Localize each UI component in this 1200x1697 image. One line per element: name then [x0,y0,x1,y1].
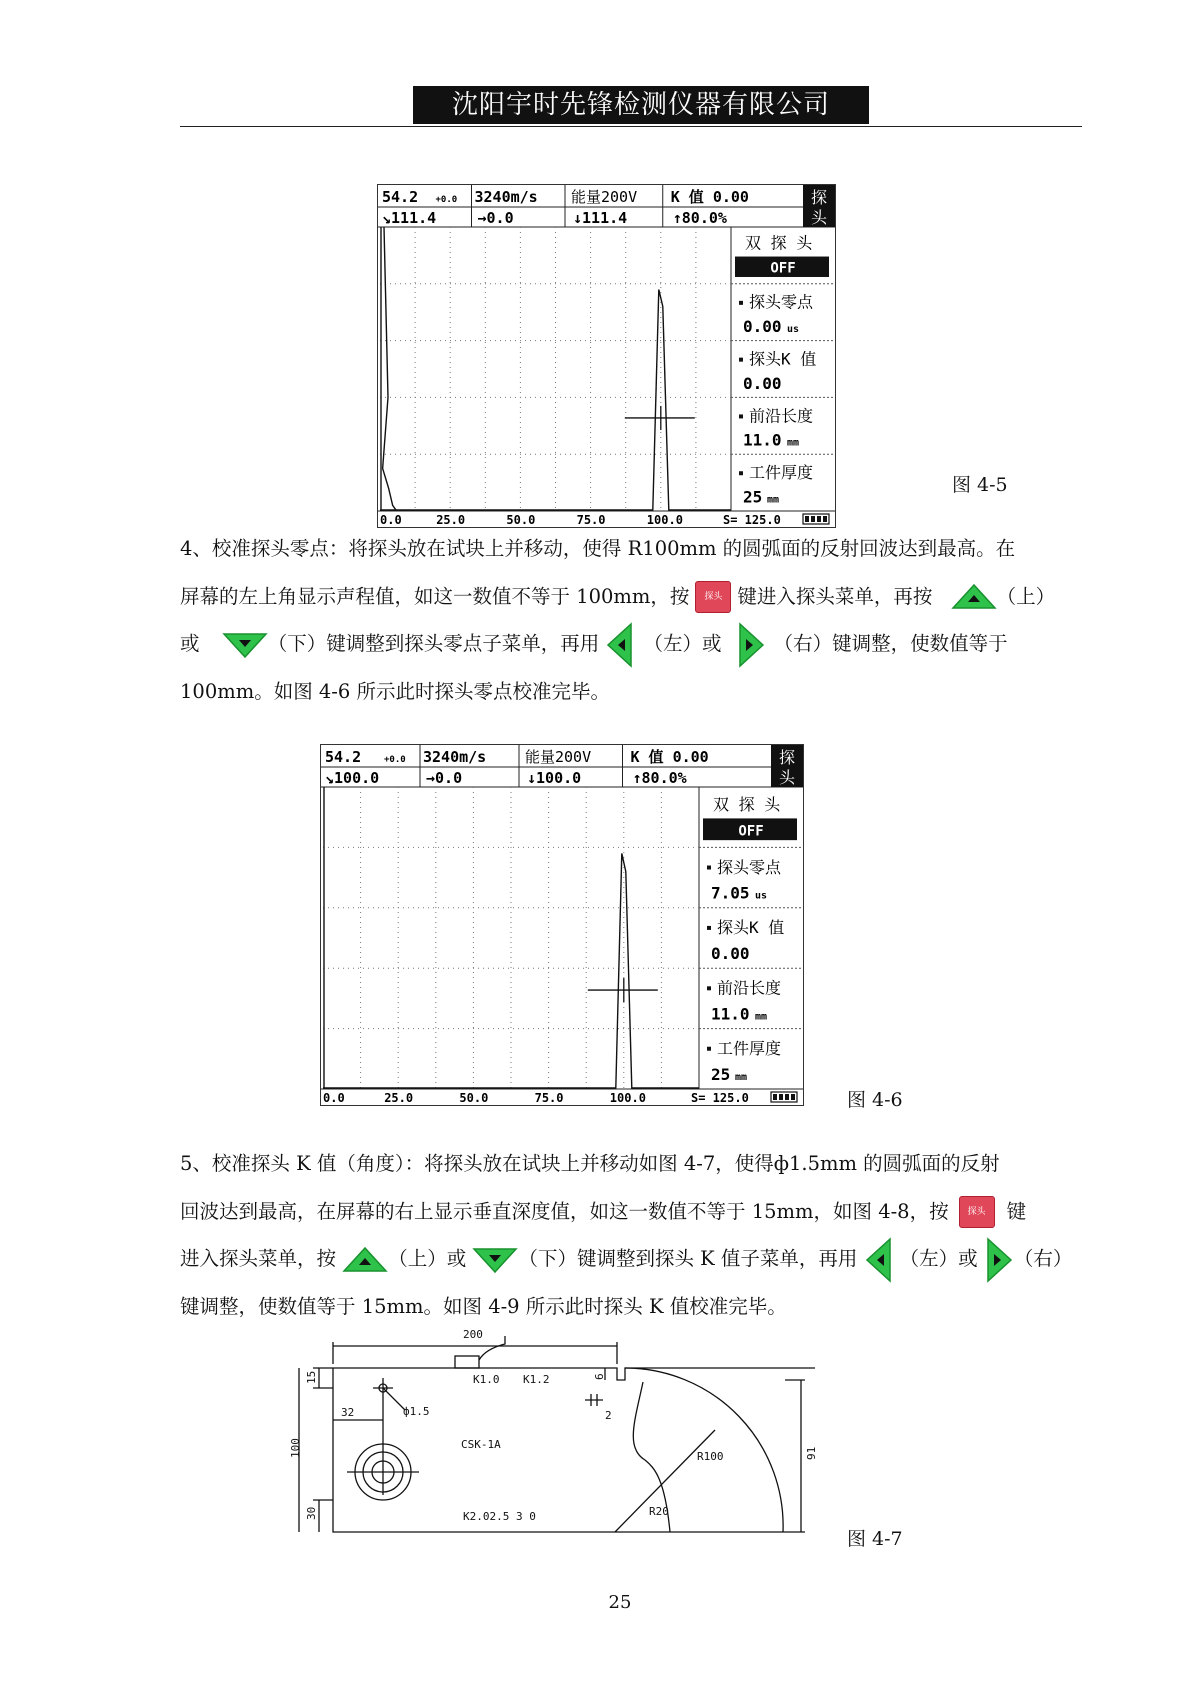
menu-item-label: 双 探 头 [713,794,781,814]
up-key-icon [951,582,997,612]
figure-4-6-caption: 图 4-6 [847,1089,903,1111]
menu-item-label: 前沿长度 [717,978,782,998]
velocity-value: 3240m/s [423,748,487,766]
menu-bullet-icon [707,986,711,990]
label-hole: ф1.5 [403,1405,430,1418]
label-block-name: CSK-1A [461,1438,501,1451]
para4-line3-b: （下）键调整到探头零点子菜单，再用 [267,632,600,655]
figure-4-7-drawing [285,1320,830,1550]
block-outline [333,1368,815,1380]
battery-bar [785,1094,789,1100]
para5-line3-e: （右） [1013,1247,1073,1270]
dim-200: 200 [463,1328,483,1341]
para4-line3-c: （左）或 [643,632,722,655]
dual-probe-value: OFF [738,823,764,840]
menu-item-value: 0.00 [743,373,782,393]
page-number: 25 [608,1592,632,1613]
right-key-icon [736,622,766,668]
menu-item-unit: mm [755,1011,768,1023]
k-value: K 值 0.00 [630,748,709,766]
x-tick-label: 100.0 [646,513,683,527]
range-offset: +0.0 [384,755,406,765]
company-banner: 沈阳宇时先锋检测仪器有限公司 [413,86,869,124]
para5-line1: 5、校准探头 K 值（角度）：将探头放在试块上并移动如图 4-7，使得ф1.5mm 的圆弧面的反射 [180,1152,1000,1175]
probe-key-icon: 探头 [695,581,731,613]
dual-probe-value: OFF [770,260,796,277]
left-key-icon [605,622,635,668]
range-value: 54.2 [325,748,362,766]
range-offset: +0.0 [435,195,458,205]
menu-item-unit: mm [735,1071,748,1083]
battery-bar [817,516,821,522]
velocity-value: 3240m/s [474,188,538,206]
battery-bar [773,1094,777,1100]
battery-bar [823,516,827,522]
para4-line2-a: 屏幕的左上角显示声程值，如这一数值不等于 100mm，按 [180,584,690,608]
energy-value: 能量200V [571,188,638,206]
figure-4-7-caption: 图 4-7 [847,1528,903,1550]
right-key-icon [984,1237,1014,1283]
menu-item-label: 探头K 值 [749,349,817,369]
scale-label: S= 125.0 [723,513,781,527]
figure-4-5-caption: 图 4-5 [952,474,1008,496]
menu-bullet-icon [739,414,743,418]
menu-item-value: 25 [711,1064,731,1084]
dim-15: 15 [305,1370,318,1384]
paragraph-step-4 [180,525,1090,715]
menu-bullet-icon [739,358,743,362]
battery-bar [805,516,809,522]
figure-4-5-screen [377,184,836,528]
left-key-icon [864,1237,894,1283]
menu-item-label: 双 探 头 [745,233,813,253]
menu-bullet-icon [707,866,711,870]
x-tick-label: 75.0 [534,1091,564,1105]
echo-waveform [380,227,731,511]
para4-line3-a: 或 [180,632,200,655]
para5-line3-a: 进入探头菜单，按 [180,1247,337,1270]
para4-line2-b: 键进入探头菜单，再按 [737,584,933,608]
menu-item-value: 11.0 [711,1004,750,1024]
depth-value: ↓111.4 [573,209,628,227]
para4-line2-c: （上） [996,584,1056,608]
menu-tag-2: 头 [778,768,796,787]
menu-tag-1: 探 [810,188,828,207]
sound-path-value: ↘111.4 [382,209,437,227]
menu-item-label: 探头零点 [717,857,782,877]
down-key-icon [222,630,268,660]
scale-label: S= 125.0 [691,1091,749,1105]
depth-value: ↓100.0 [527,769,582,787]
menu-item-value: 7.05 [711,883,750,903]
x-tick-label: 0.0 [380,513,402,527]
menu-bullet-icon [739,301,743,305]
para5-line2-b: 键 [1006,1199,1027,1223]
probe-key-icon: 探头 [959,1196,995,1228]
gain-value: ↑80.0% [632,769,687,787]
dim-30: 30 [305,1506,318,1520]
label-k10: K1.0 [473,1373,500,1386]
sound-path-value: ↘100.0 [325,769,380,787]
para4-line4: 100mm。如图 4-6 所示此时探头零点校准完毕。 [180,679,610,703]
para5-line2-a: 回波达到最高，在屏幕的右上显示垂直深度值，如这一数值不等于 15mm，如图 4-8，按 [180,1199,949,1223]
para4-line3-d: （右）键调整，使数值等于 [773,632,1008,655]
label-k12: K1.2 [523,1373,550,1386]
menu-item-unit: us [787,324,800,336]
x-tick-label: 50.0 [459,1091,489,1105]
label-r100: R100 [697,1450,724,1463]
menu-item-label: 工件厚度 [749,463,814,483]
dim-32: 32 [341,1406,355,1419]
x-tick-label: 75.0 [576,513,606,527]
x-tick-label: 50.0 [506,513,536,527]
scope-display [321,745,803,1105]
menu-item-value: 0.00 [711,944,750,964]
menu-bullet-icon [739,471,743,475]
menu-tag-2: 头 [810,208,828,227]
header-rule [180,126,1082,127]
probe-shape [455,1356,479,1368]
menu-item-unit: mm [767,494,780,506]
para5-line3-c: （下）键调整到探头 K 值子菜单，再用 [518,1247,858,1270]
paragraph-step-5 [180,1140,1090,1330]
menu-item-value: 0.00 [743,317,782,337]
menu-item-label: 探头零点 [749,292,814,312]
menu-item-value: 25 [743,487,763,507]
battery-bar [791,1094,795,1100]
label-bottom-k: K2.02.5 3 0 [463,1510,536,1523]
up-key-icon [342,1245,388,1275]
energy-value: 能量200V [525,748,592,766]
horizontal-value: →0.0 [426,769,463,787]
para4-line1: 4、校准探头零点：将探头放在试块上并移动，使得 R100mm 的圆弧面的反射回波达到最高。在 [180,537,1016,560]
menu-tag-1: 探 [778,748,796,767]
k-value: K 值 0.00 [670,188,749,206]
x-tick-label: 25.0 [436,513,466,527]
down-key-icon [472,1245,518,1275]
menu-bullet-icon [707,926,711,930]
menu-item-label: 探头K 值 [717,918,785,938]
menu-item-label: 工件厚度 [717,1038,782,1058]
range-value: 54.2 [382,188,419,206]
para5-line3-d: （左）或 [899,1247,978,1270]
figure-4-6-screen [320,744,804,1106]
menu-item-label: 前沿长度 [749,406,814,426]
dim-100: 100 [289,1438,302,1458]
menu-item-unit: us [755,890,768,902]
x-tick-label: 25.0 [384,1091,414,1105]
label-r20: R20 [649,1505,669,1518]
battery-bar [811,516,815,522]
x-tick-label: 0.0 [323,1091,345,1105]
dim-91: 91 [805,1446,818,1460]
horizontal-value: →0.0 [477,209,514,227]
menu-item-value: 11.0 [743,430,782,450]
x-tick-label: 100.0 [609,1091,646,1105]
menu-bullet-icon [707,1047,711,1051]
para5-line4: 键调整，使数值等于 15mm。如图 4-9 所示此时探头 K 值校准完毕。 [180,1294,787,1318]
scope-display [378,185,835,527]
dim-6: 6 [593,1373,606,1380]
battery-bar [779,1094,783,1100]
menu-item-unit: mm [787,437,800,449]
dim-2: 2 [605,1409,612,1422]
para5-line3-b: （上）或 [388,1247,467,1270]
gain-value: ↑80.0% [672,209,727,227]
